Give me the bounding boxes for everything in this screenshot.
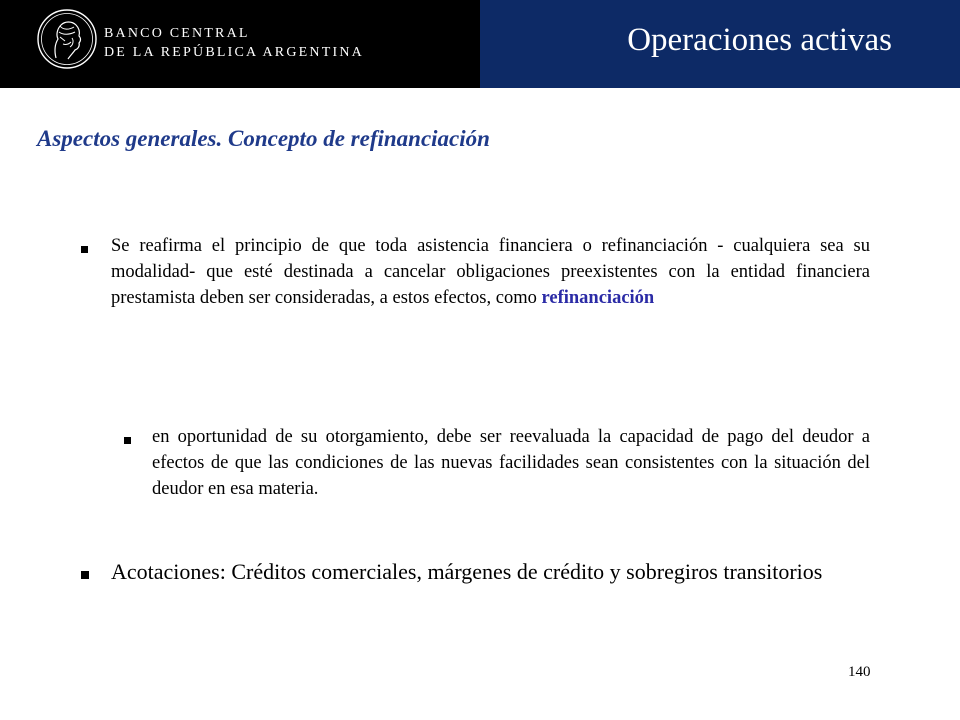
bank-name	[104, 24, 364, 62]
section-title: Aspectos generales. Concepto de refinanciación	[37, 126, 490, 151]
slide-header	[0, 0, 960, 88]
bullet-item-3	[81, 557, 870, 586]
bank-name-line1: BANCO CENTRAL	[104, 26, 250, 41]
bullet-text-2: en oportunidad de su otorgamiento, debe ser reevaluada la capacidad de pago del deudor a efectos de que las condiciones de las nuevas facilidades sean consistentes con la situación del deudor en esa materia.	[152, 427, 870, 499]
bullet-item-2	[124, 424, 870, 502]
header-left-panel	[0, 0, 480, 88]
square-bullet-icon	[124, 424, 152, 502]
bank-name-line2: DE LA REPÚBLICA ARGENTINA	[104, 45, 364, 60]
bullet-item-1	[81, 233, 870, 311]
bcra-seal-icon	[36, 8, 98, 70]
header-title: Operaciones activas	[627, 22, 892, 58]
bullet-text-1-body: Se reafirma el principio de que toda asistencia financiera o refinanciación - cualquiera sea su modalidad- que esté destinada a cancelar obligaciones preexistentes con la entidad financiera prestamista deben ser consideradas, a estos efectos, como	[111, 236, 870, 308]
square-bullet-icon	[81, 233, 111, 311]
bullet-text-3: Acotaciones: Créditos comerciales, márgenes de crédito y sobregiros transitorios	[111, 559, 823, 584]
bullet-highlight-refinanciacion: refinanciación	[541, 288, 655, 308]
header-right-panel	[480, 0, 960, 88]
square-bullet-icon	[81, 557, 111, 586]
page-number: 140	[848, 664, 871, 680]
bullet-text-1	[111, 233, 870, 311]
